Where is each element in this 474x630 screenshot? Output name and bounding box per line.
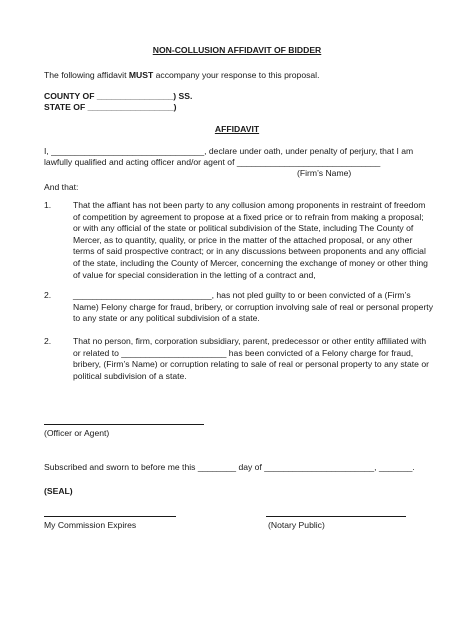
affidavit-heading: AFFIDAVIT [214,124,260,134]
intro-after: accompany your response to this proposal. [153,70,320,80]
item-3-number: 2. [44,336,52,346]
declaration-line-2: lawfully qualified and acting officer and/or agent of ______________________________ [44,157,381,167]
declaration-line-1: I, ________________________________, declare under oath, under penalty of perjury, that I am [44,146,414,156]
officer-signature-line[interactable] [44,424,204,425]
intro-must: MUST [128,70,154,80]
notary-signature-line[interactable] [266,516,406,517]
officer-caption: (Officer or Agent) [44,428,110,438]
intro-before: The following affidavit [44,70,129,80]
firm-name-caption: (Firm’s Name) [297,168,352,178]
item-2-text: _____________________________, has not pled guilty to or been convicted of a (Firm’s Name) Felony charge for fraud, bribery, or corruption involving sale of real or personal property to any state or any political subdivision of a state. [73,290,433,324]
item-1-text: That the affiant has not been party to any collusion among proponents in restraint of freedom of competition by agreement to propose at a fixed price or to refrain from making a proposal; or with any official of the state or political subdivision of the State, including The County of Mercer, as to quantity, quality, or price in the matter of the attached proposal, or any other terms of said prospective contract; or in any discussions between proponents and any official of the state, including the County of Mercer, concerning the exchange of money or other thing of value for special consideration in the letting of a contract and, [73,200,428,280]
item-2-number: 2. [44,290,52,300]
intro-line [44,69,319,81]
item-3-text: That no person, firm, corporation subsidiary, parent, predecessor or other entity affiliated with or related to ______________________ has been convicted of a Felony charge for fraud, bribery, (Firm’s Name) or corruption relating to sale of real or personal property to any state or political subdivision of a state. [73,336,429,381]
seal-label: (SEAL) [44,486,73,496]
state-line: STATE OF __________________) [44,102,177,112]
county-line: COUNTY OF ________________) SS. [44,91,193,101]
commission-expires-line[interactable] [44,516,176,517]
and-that-label: And that: [44,182,79,192]
commission-caption: My Commission Expires [44,520,137,530]
item-1-number: 1. [44,200,52,210]
document-title: NON-COLLUSION AFFIDAVIT OF BIDDER [152,45,322,55]
notary-caption: (Notary Public) [268,520,325,530]
subscribed-line: Subscribed and sworn to before me this ________ day of _______________________, _______. [44,462,415,472]
